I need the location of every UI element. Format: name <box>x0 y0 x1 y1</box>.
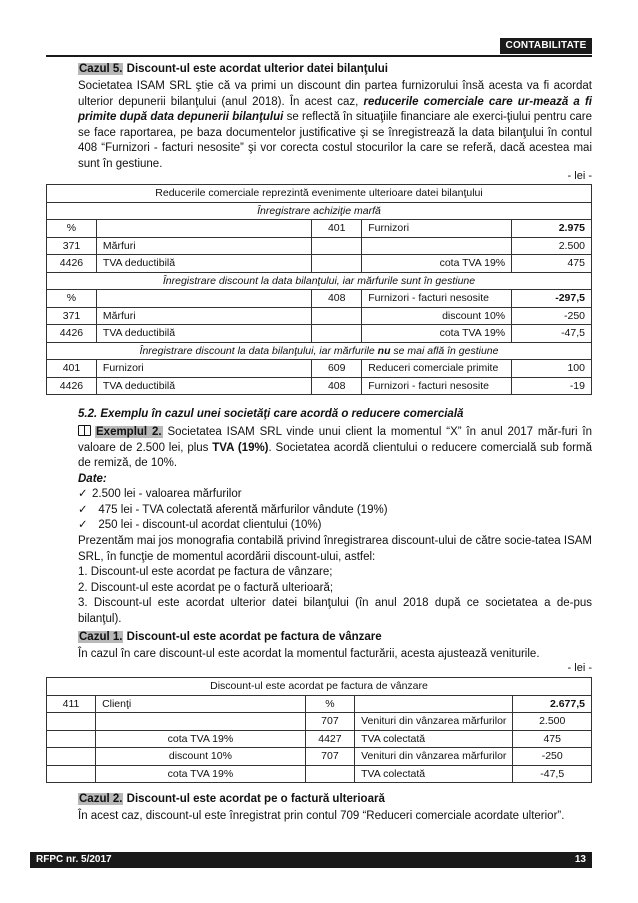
table-row: 371 Mărfuri 2.500 <box>47 237 592 255</box>
book-icon <box>78 425 91 436</box>
caz5-text-1: Societatea ISAM SRL ştie că va primi un discount din partea furnizorului însă acesta va fi acordat ulterior depunerii bilanţului (anul 2018). În acest caz, <box>78 80 592 108</box>
list-item: 3. Discount-ul este acordat ulterior datei bilanţului (în anul 2018 după ce societatea a de-pus bilanţul). <box>78 597 592 625</box>
intro-paragraph: Prezentăm mai jos monografia contabilă privind înregistrarea discount-ului de către socie-tatea ISAM SRL, în funcţie de momentul acordării discount-ului, astfel: <box>78 535 592 563</box>
table-row: % 408 Furnizori - facturi nesosite -297,5 <box>47 290 592 308</box>
check-icon: ✓ <box>78 519 88 531</box>
check-icon: ✓ <box>78 503 88 516</box>
table-title: Reducerile comerciale reprezintă evenimente ulterioare datei bilanţului <box>47 185 592 203</box>
date-label: Date: <box>78 473 107 485</box>
caz5-text-2: se reflectă în situaţiile financiare ale exerci-ţiului pentru care se face raportarea, pe baza documentelor justificative şi se înregistrează la data bilanţului în contul 408 “Furnizori - facturi nesosite” şi vor corecta costul stocurilor la care se referă, dacă acestea mai sunt în gestiune. <box>78 111 592 170</box>
section-5-2-title: 5.2. Exemplu în cazul unei societăţi care acordă o reducere comercială <box>78 408 464 420</box>
table-row: 411 Clienţi % 2.677,5 <box>47 695 592 713</box>
caz5-emphasis: reducerile comerciale care ur-mează a fi primite după data depunerii bilanţului <box>78 95 592 123</box>
caz5-table <box>46 184 592 395</box>
caz5-heading <box>78 62 592 78</box>
table-row: 4426 TVA deductibilă cota TVA 19% 475 <box>47 255 592 273</box>
page-footer <box>30 852 592 868</box>
table-section: Înregistrare discount la data bilanţului, iar mărfurile nu se mai află în gestiune <box>47 342 592 360</box>
table-row: 401 Furnizori 609 Reduceri comerciale primite 100 <box>47 360 592 378</box>
table-section: Înregistrare discount la data bilanţului, iar mărfurile sunt în gestiune <box>47 272 592 290</box>
caz1-paragraph: În cazul în care discount-ul este acordat la momentul facturării, acesta ajustează veniturile. <box>78 648 540 660</box>
table-row: 4426 TVA deductibilă cota TVA 19% -47,5 <box>47 325 592 343</box>
table-section: Înregistrare achiziţie marfă <box>47 202 592 220</box>
page-number: 13 <box>574 854 586 865</box>
caz2-paragraph: În acest caz, discount-ul este înregistrat prin contul 709 “Reduceri comerciale acordate ulterior”. <box>78 810 565 822</box>
table-title: Discount-ul este acordat pe factura de vânzare <box>47 678 592 696</box>
caz1-heading: Cazul 1. Discount-ul este acordat pe factura de vânzare <box>79 631 382 643</box>
caz2-heading: Cazul 2. Discount-ul este acordat pe o factură ulterioară <box>79 793 385 805</box>
table-row: discount 10% 707 Venituri din vânzarea mărfurilor -250 <box>47 748 592 766</box>
table-row: cota TVA 19% 4427 TVA colectată 475 <box>47 730 592 748</box>
table-row: 371 Mărfuri discount 10% -250 <box>47 307 592 325</box>
journal-issue: RFPC nr. 5/2017 <box>36 854 112 865</box>
date-list <box>78 487 592 534</box>
caz5-number: Cazul 5. <box>79 63 123 75</box>
caz5-title: Discount-ul este acordat ulterior datei bilanţului <box>123 63 389 75</box>
table-row: cota TVA 19% TVA colectată -47,5 <box>47 765 592 783</box>
table-row: 707 Venituri din vânzarea mărfurilor 2.500 <box>47 713 592 731</box>
list-item: ✓ 250 lei - discount-ul acordat clientului (10%) <box>78 518 592 534</box>
list-item: ✓ 2.500 lei - valoarea mărfurilor <box>78 487 592 503</box>
header-rule <box>46 55 592 57</box>
list-item: 2. Discount-ul este acordat pe o factură ulterioară; <box>78 581 334 594</box>
list-item: 1. Discount-ul este acordat pe factura de vânzare; <box>78 566 333 578</box>
example-label: Exemplul 2. <box>96 426 162 438</box>
list-item: ✓ 475 lei - TVA colectată aferentă mărfurilor vândute (19%) <box>78 503 592 519</box>
method-list <box>78 565 592 627</box>
table-row: 4426 TVA deductibilă 408 Furnizori - facturi nesosite -19 <box>47 377 592 395</box>
section-badge: CONTABILITATE <box>500 38 592 54</box>
caz5-unit: - lei - <box>567 170 592 182</box>
table-row: % 401 Furnizori 2.975 <box>47 220 592 238</box>
check-icon: ✓ <box>78 488 88 500</box>
caz5-paragraph <box>78 79 592 172</box>
example-paragraph: Exemplul 2. Societatea ISAM SRL vinde unui client la momentul “X” în anul 2017 măr-furi în valoare de 2.500 lei, plus TVA (19%). Societatea acordă clientului o reducere comercială sub formă de remiză, de 10%. <box>78 426 592 469</box>
caz1-table <box>46 677 592 783</box>
caz1-unit: - lei - <box>567 662 592 674</box>
